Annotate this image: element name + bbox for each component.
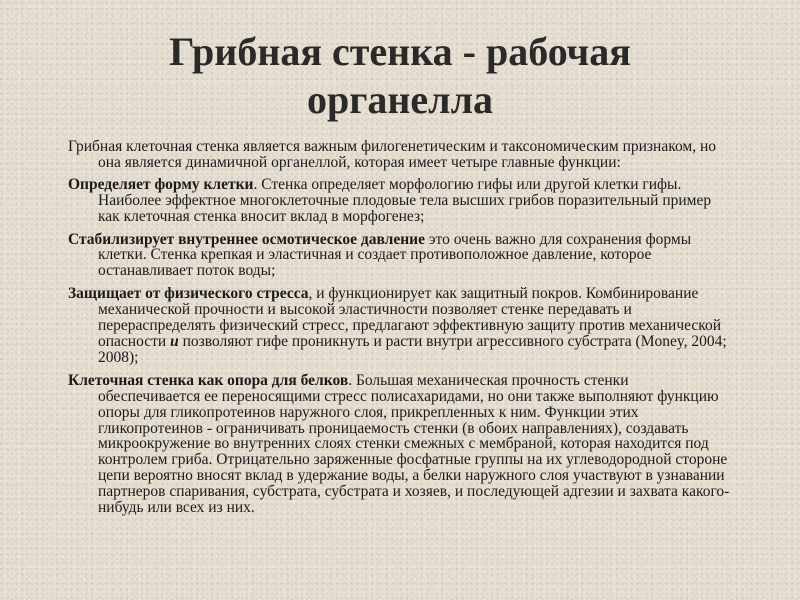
function-paragraph-osmotic bbox=[68, 232, 733, 280]
slide-body bbox=[68, 139, 733, 523]
slide-title-line-1: Грибная стенка - рабочая bbox=[169, 29, 631, 74]
function-text: . Большая механическая прочность стенки обеспечивается ее переносящими стресс полисахаридами, но они также выполняют функцию опоры для гликопротеинов наружного слоя, прикрепленных к ним. Функции этих гликопротеинов - ограничивать проницаемость стенки (в обоих направлениях), создавать микроокружение во внутренних слоях стенки смежных с мембраной, которая находится под контролем гриба. Отрицательно заряженные фосфатные группы на их углеводородной стороне цепи вероятно вносят вклад в удержание воды, а белки наружного слоя участвуют в узнавании партнеров спаривания, субстрата, субстрата и хозяев, и последующей адгезии и захвата какого-нибудь или всех из них. bbox=[98, 371, 730, 517]
function-text: это очень важно для сохранения формы клетки. Стенка крепкая и эластичная и создает противоположное давление, которое останавливает поток воды; bbox=[98, 230, 692, 280]
function-paragraph-shape bbox=[68, 177, 733, 225]
function-heading: Защищает от физического стресса bbox=[68, 285, 309, 303]
function-heading: Определяет форму клетки bbox=[68, 175, 254, 193]
function-paragraph-protein-support bbox=[68, 373, 733, 516]
intro-paragraph: Грибная клеточная стенка является важным филогенетическим и таксономическим признаком, но она является динамичной органеллой, которая имеет четыре главные функции: bbox=[68, 138, 717, 171]
function-text: . Стенка определяет морфологию гифы или другой клетки гифы. Наиболее эффектное многоклеточные плодовые тела высших грибов поразительный пример как клеточная стенка вносит вклад в морфогенез; bbox=[98, 175, 712, 225]
slide-title-line-2: органелла bbox=[306, 77, 494, 122]
function-text: позволяют гифе проникнуть и расти внутри агрессивного субстрата (Money, 2004; 2008); bbox=[98, 332, 727, 366]
function-paragraph-protection bbox=[68, 286, 733, 366]
function-text: , и функционирует как защитный покров. Комбинирование механической прочности и высокой эластичности позволяет стенке передавать и перераспределять физический стресс, предлагают эффективную защиту против механической опасности bbox=[98, 285, 722, 350]
function-heading: Стабилизирует внутреннее осмотическое давление bbox=[68, 230, 425, 248]
slide-title bbox=[0, 28, 800, 124]
function-emphasis: и bbox=[170, 332, 179, 350]
function-heading: Клеточная стенка как опора для белков bbox=[68, 371, 349, 389]
